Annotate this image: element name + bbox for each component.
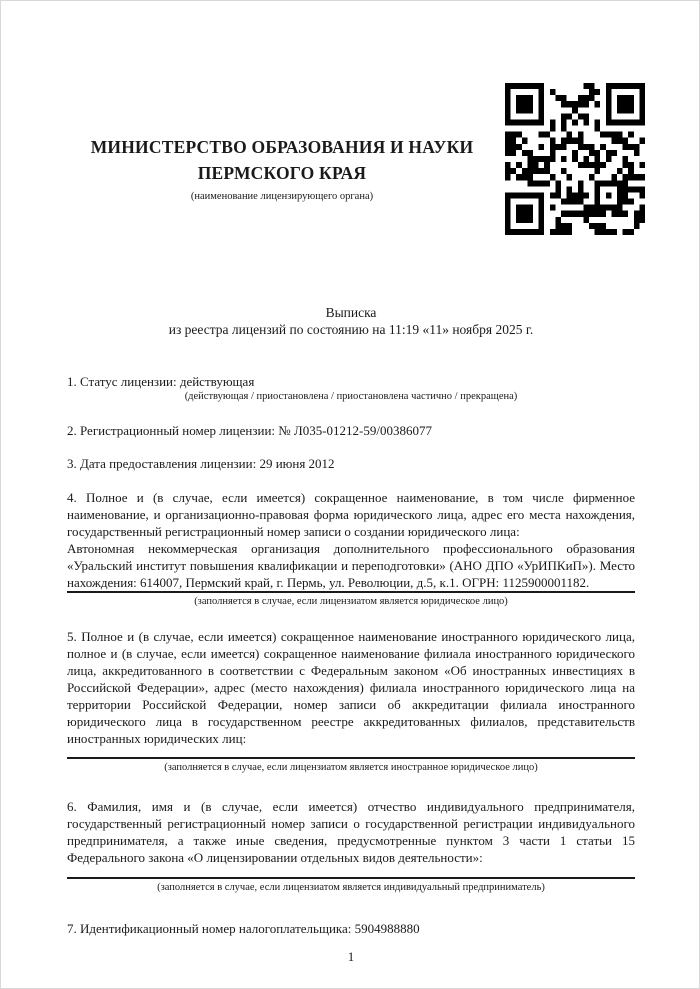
item-5-caption: (заполняется в случае, если лицензиатом является иностранное юридическое лицо) bbox=[164, 762, 538, 773]
item-7-taxpayer-number: 7. Идентификационный номер налогоплательщика: 5904988880 bbox=[67, 921, 420, 936]
item-1-caption: (действующая / приостановлена / приостановлена частично / прекращена) bbox=[184, 391, 518, 402]
item-1-license-status: 1. Статус лицензии: действующая bbox=[67, 374, 255, 389]
qr-code-icon bbox=[505, 83, 645, 235]
item-2-registration-number: 2. Регистрационный номер лицензии: № Л035-01212-59/00386077 bbox=[67, 423, 433, 438]
item-3-grant-date: 3. Дата предоставления лицензии: 29 июня 2012 bbox=[67, 456, 335, 471]
page-number: 1 bbox=[347, 949, 355, 964]
item-5-foreign-entity-value bbox=[67, 747, 635, 759]
document-title bbox=[67, 304, 635, 338]
ministry-name-caption: (наименование лицензирующего органа) bbox=[190, 191, 374, 202]
licensing-authority-header bbox=[67, 134, 497, 203]
item-5-foreign-entity-label: 5. Полное и (в случае, если имеется) сокращенное наименование иностранного юридического лица, полное и (в случае, если имеется) сокращенное наименование филиала иностранного юридического лица, аккредитованного в соответствии с Федеральным законом «Об иностранных инвестициях в Российской Федерации», адрес (место нахождения) филиала иностранного юридического лица на территории Российской Федерации, номер записи об аккредитации филиала иностранного юридического лица в государственном реестре аккредитованных филиалов, представительств иностранных юридических лиц: bbox=[67, 629, 635, 746]
ministry-name-line2: ПЕРМСКОГО КРАЯ bbox=[197, 163, 367, 183]
document-title-line2: из реестра лицензий по состоянию на 11:19 «11» ноября 2025 г. bbox=[168, 322, 534, 337]
ministry-name-line1: МИНИСТЕРСТВО ОБРАЗОВАНИЯ И НАУКИ bbox=[90, 137, 474, 157]
document-title-line1: Выписка bbox=[325, 305, 377, 320]
item-4-caption: (заполняется в случае, если лицензиатом является юридическое лицо) bbox=[194, 596, 508, 607]
document-body bbox=[67, 373, 635, 965]
item-6-caption: (заполняется в случае, если лицензиатом является индивидуальный предприниматель) bbox=[157, 882, 545, 893]
item-4-legal-entity-label: 4. Полное и (в случае, если имеется) сокращенное наименование, в том числе фирменное наименование, и организационно-правовая форма юридического лица, адрес его места нахождения, государственный регистрационный номер записи о создании юридического лица: bbox=[67, 490, 635, 539]
item-4-legal-entity-value: Автономная некоммерческая организация дополнительного профессионального образования «Уральский институт повышения квалификации и переподготовки» (АНО ДПО «УрИПКиП»). Место нахождения: 614007, Пермский край, г. Пермь, ул. Революции, д.5, к.1. ОГРН: 1125900001182. bbox=[67, 540, 635, 593]
item-6-entrepreneur-value bbox=[67, 866, 635, 879]
item-6-entrepreneur-label: 6. Фамилия, имя и (в случае, если имеется) отчество индивидуального предпринимателя, государственный регистрационный номер записи о государственной регистрации индивидуального предпринимателя, а также иные сведения, предусмотренные пунктом 3 части 1 статьи 15 Федерального закона «О лицензировании отдельных видов деятельности»: bbox=[67, 799, 635, 865]
